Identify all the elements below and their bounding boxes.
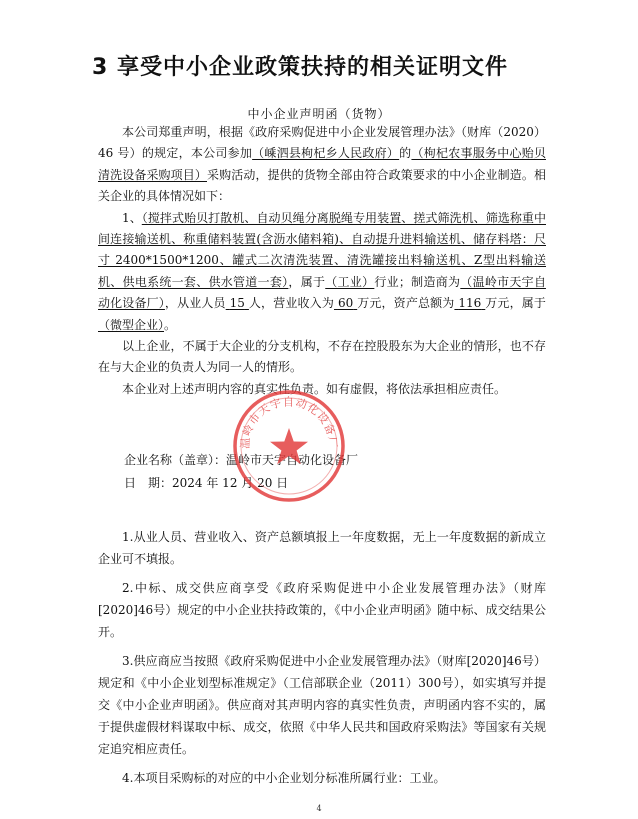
page-title: 3 享受中小企业政策扶持的相关证明文件 [92,55,508,80]
intro-paragraph [98,122,546,208]
belongs-to-text: ，属于 [288,274,326,289]
staff-number: 15 [229,296,245,311]
assets-number: 116 [458,296,482,311]
staff-prefix: ，从业人员 [164,296,226,311]
intro-text-3: 采购活动，提供的货物全部由符合政策要求的中小企业制造。相关企业的具体情况如下： [98,167,546,204]
declaration-subtitle: 中小企业声明函（货物） [247,107,391,121]
enterprise-size: （微型企业） [98,317,165,332]
notes-section [98,526,546,796]
manufacturer-name: （温岭市天宇自动化设备厂） [98,274,546,311]
statement-not-branch: 以上企业，不属于大企业的分支机构，不存在控股股东为大企业的情形，也不存在与大企业的负责人为同一人的情形。 [98,339,546,375]
date-label: 日 期： [124,476,173,490]
revenue-suffix: 万元，资产总额为 [357,296,455,311]
buyer-name: （嵊泗县枸杞乡人民政府） [252,146,400,161]
note-item: 3.供应商应当按照《政府采购促进中小企业发展管理办法》（财库[2020]46号）规定和《中小企业划型标准规定》（工信部联企业（2011）300号），如实填写并提交《中小企业声明函》。供应商对其声明内容的真实性负责，声明函内容不实的，属于提供虚假材料谋取中标、成交，依照《中华人民共和国政府采购法》等国家有关规定追究相应责任。 [98,654,546,756]
star-icon [270,428,308,464]
staff-suffix: 人，营业收入为 [248,296,334,311]
assets-suffix: 万元，属于 [485,296,546,311]
goods-item-paragraph [98,208,546,336]
note-item: 2.中标、成交供应商享受《政府采购促进中小企业发展管理办法》（财库[2020]46号）规定的中小企业扶持政策的，《中小企业声明函》随中标、成交结果公开。 [98,581,546,639]
company-seal [229,386,349,506]
industry-value: （工业） [325,274,375,289]
date-value: 2024 年 12 月 20 日 [172,476,289,490]
note-item: 1.从业人员、营业收入、资产总额填报上一年度数据，无上一年度数据的新成立企业可不填报。 [98,530,546,566]
item-number: 1、 [122,210,142,225]
company-label: 企业名称（盖章）： [124,453,227,467]
revenue-value [334,296,357,310]
company-name: 温岭市天宇自动化设备厂 [226,453,359,467]
revenue-number: 60 [337,296,354,311]
page-number: 4 [316,804,322,813]
intro-text-2: 的 [399,146,412,161]
staff-value [226,296,249,310]
project-name: （枸杞农事服务中心贻贝清洗设备采购项目） [98,146,546,182]
declaration-body [98,122,546,400]
note-item: 4.本项目采购标的对应的中小企业划分标准所属行业：工业。 [122,771,446,785]
assets-value [454,296,485,310]
industry-suffix: 行业；制造商为 [374,274,461,289]
seal-lettering: 温岭市天宇自动化设备厂 [238,395,340,450]
item-end: 。 [164,317,177,332]
intro-text-1: 本公司郑重声明，根据《政府采购促进中小企业发展管理办法》（财库（2020）46 号）的规定，本公司参加 [98,125,546,161]
goods-list: （搅拌式贻贝打散机、自动贝绳分离脱绳专用装置、搓式筛洗机、筛选称重中间连接输送机、称重储料装置(含沥水储料箱)、自动提升进料输送机、储存料塔：尺寸 2400*1500*1200、罐式二次清洗装置、清洗罐接出料输送机、Z型出料输送机、供电系统一套、供水管道一套） [98,210,546,289]
statement-responsibility: 本企业对上述声明内容的真实性负责。如有虚假，将依法承担相应责任。 [122,381,507,396]
